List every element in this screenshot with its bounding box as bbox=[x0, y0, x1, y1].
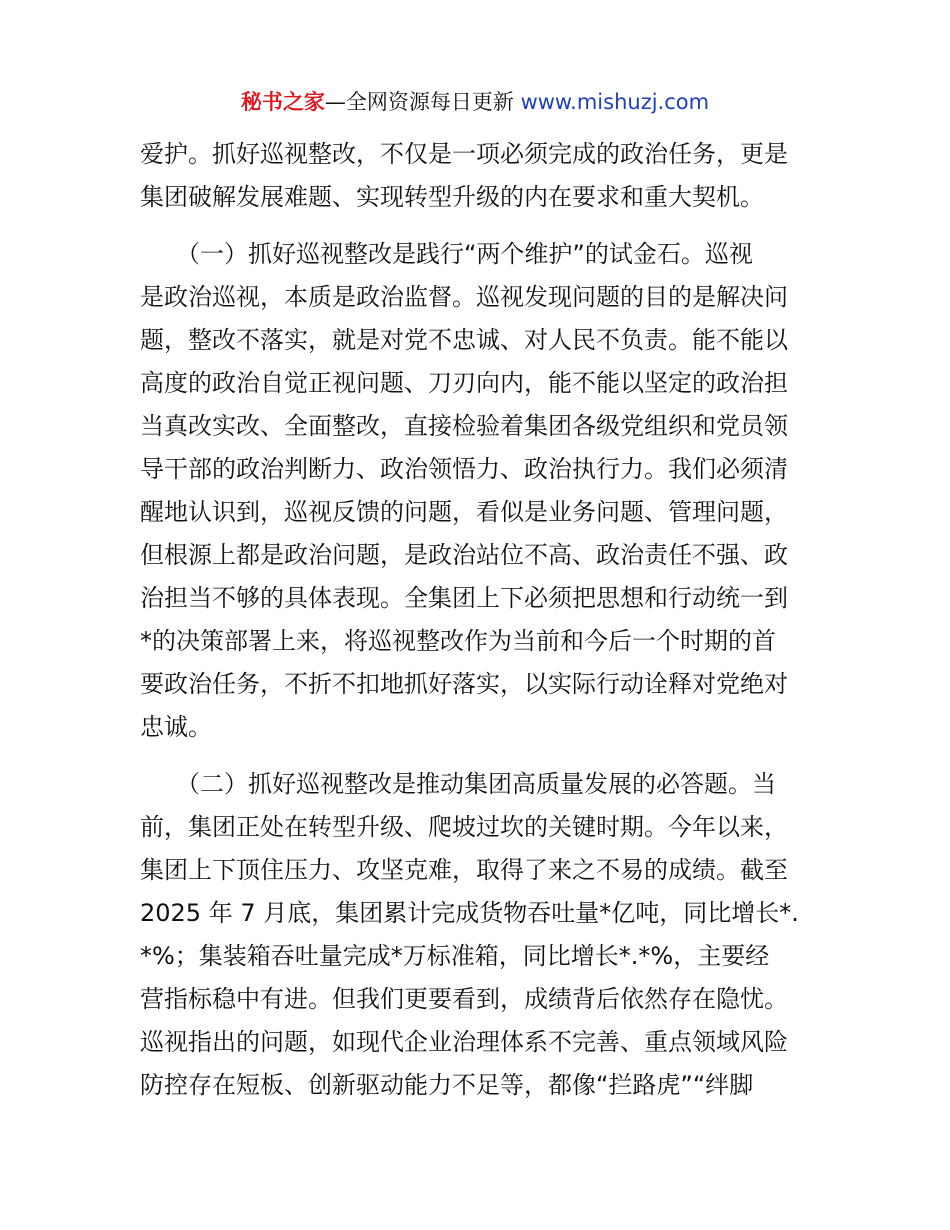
text-line: 要政治任务，不折不扣地抓好落实，以实际行动诠释对党绝对 bbox=[140, 670, 788, 698]
text-line: 是政治巡视，本质是政治监督。巡视发现问题的目的是解决问 bbox=[140, 283, 788, 311]
text-line: 集团上下顶住压力、攻坚克难，取得了来之不易的成绩。截至 bbox=[140, 856, 788, 884]
text-line: （一）抓好巡视整改是践行“两个维护”的试金石。巡视 bbox=[140, 240, 753, 268]
text-line: 醒地认识到，巡视反馈的问题，看似是业务问题、管理问题， bbox=[140, 498, 788, 526]
text-line: 导干部的政治判断力、政治领悟力、政治执行力。我们必须清 bbox=[140, 455, 788, 483]
text-line: 前，集团正处在转型升级、爬坡过坎的关键时期。今年以来， bbox=[140, 813, 788, 841]
text-line: 治担当不够的具体表现。全集团上下必须把思想和行动统一到 bbox=[140, 584, 788, 612]
paragraph-section-one bbox=[140, 233, 820, 749]
text-line: *%；集装箱吞吐量完成*万标准箱，同比增长*.*%，主要经 bbox=[140, 942, 770, 970]
text-line: 当真改实改、全面整改，直接检验着集团各级党组织和党员领 bbox=[140, 412, 788, 440]
text-line: *的决策部署上来，将巡视整改作为当前和今后一个时期的首 bbox=[140, 627, 776, 655]
text-line: 集团破解发展难题、实现转型升级的内在要求和重大契机。 bbox=[140, 183, 764, 211]
text-line: 巡视指出的问题，如现代企业治理体系不完善、重点领域风险 bbox=[140, 1028, 788, 1056]
text-line: 2025 年 7 月底，集团累计完成货物吞吐量*亿吨，同比增长*. bbox=[140, 899, 799, 927]
text-line: 高度的政治自觉正视问题、刀刃向内，能不能以坚定的政治担 bbox=[140, 369, 788, 397]
text-line: （二）抓好巡视整改是推动集团高质量发展的必答题。当 bbox=[140, 770, 776, 798]
paragraph-continuation bbox=[140, 133, 820, 219]
paragraph-gap bbox=[140, 219, 820, 233]
text-line: 题，整改不落实，就是对党不忠诚、对人民不负责。能不能以 bbox=[140, 326, 788, 354]
text-line: 爱护。抓好巡视整改，不仅是一项必须完成的政治任务，更是 bbox=[140, 140, 788, 168]
text-line: 忠诚。 bbox=[140, 713, 212, 741]
document-body bbox=[140, 133, 820, 1107]
paragraph-gap bbox=[140, 749, 820, 763]
site-brand: 秘书之家 bbox=[240, 90, 325, 114]
paragraph-section-two bbox=[140, 763, 820, 1107]
text-line: 防控存在短板、创新驱动能力不足等，都像“拦路虎”“绊脚 bbox=[140, 1071, 754, 1099]
text-line: 但根源上都是政治问题，是政治站位不高、政治责任不强、政 bbox=[140, 541, 788, 569]
text-line: 营指标稳中有进。但我们更要看到，成绩背后依然存在隐忧。 bbox=[140, 985, 788, 1013]
site-tagline: —全网资源每日更新 bbox=[324, 90, 521, 114]
site-header bbox=[0, 86, 950, 118]
site-url-link[interactable]: www.mishuzj.com bbox=[520, 90, 710, 114]
